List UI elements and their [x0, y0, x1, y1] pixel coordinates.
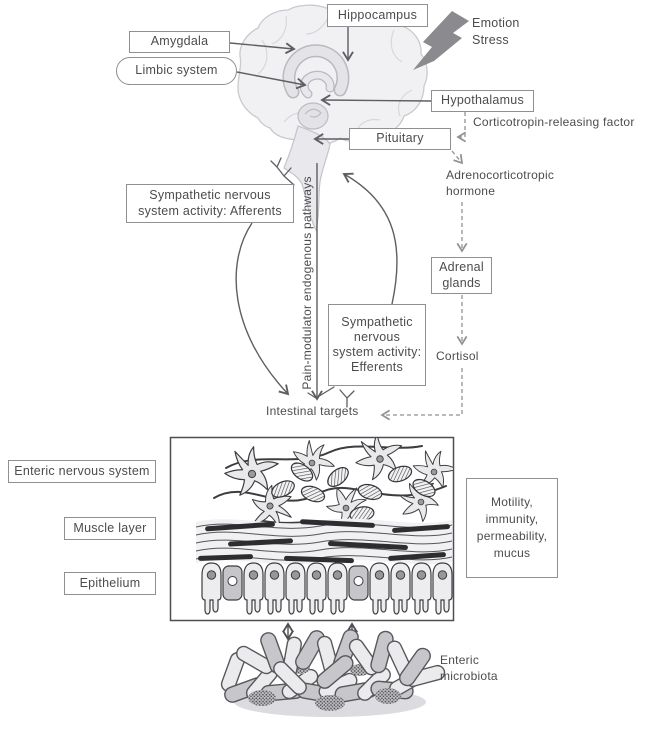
arrow-efferent-loop: [344, 174, 397, 304]
pain-modulator-label: Pain-modulator endogenous pathways: [300, 176, 315, 390]
epithelium-label: Epithelium: [79, 575, 141, 590]
muscle-layer-label: Muscle layer: [73, 520, 147, 535]
emotion-stress-label: Emotion Stress: [472, 16, 520, 47]
microbiota-illustration: [220, 628, 447, 717]
arrow-afferent-loop: [236, 223, 288, 394]
amygdala-box: [129, 31, 230, 53]
muscle-layer-box: [64, 517, 156, 540]
hypothalamus-label: Hypothalamus: [441, 93, 524, 108]
sympathetic-afferents-box: [126, 184, 294, 223]
acth-label: Adrenocorticotropic hormone: [446, 168, 555, 198]
pituitary-label: Pituitary: [376, 131, 424, 146]
crf-label: Corticotropin-releasing factor: [473, 115, 635, 129]
sympathetic-efferents-label: Sympathetic nervous system activity: Efferents: [332, 314, 422, 375]
limbic-system-box: [116, 57, 237, 85]
gut-functions-label: Motility, immunity, permeability, mucus: [476, 495, 548, 560]
arrow-pituitary-to-acth: [452, 151, 462, 163]
intestinal-targets-label: Intestinal targets: [266, 404, 359, 418]
hippocampus-label: Hippocampus: [337, 7, 418, 22]
cortisol-label: Cortisol: [436, 349, 479, 363]
gut-wall-figure: [171, 429, 460, 620]
hippocampus-box: [327, 4, 428, 27]
gut-functions-box: [466, 478, 558, 578]
sympathetic-afferents-label: Sympathetic nervous system activity: Afferents: [138, 188, 282, 218]
adrenal-glands-box: [431, 257, 492, 294]
epithelium-box: [64, 572, 156, 595]
sympathetic-efferents-box: [328, 304, 426, 386]
pituitary-box: [349, 128, 451, 150]
enteric-microbiota-label: Enteric microbiota: [440, 653, 498, 683]
enteric-nervous-system-label: Enteric nervous system: [14, 463, 150, 478]
hypothalamus-box: [431, 90, 534, 112]
muscle-layer-illustration: [196, 519, 452, 565]
arrow-hypothalamus-to-brain: [322, 100, 431, 101]
amygdala-label: Amygdala: [150, 34, 209, 49]
arrow-crf-to-pituitary: [458, 112, 465, 137]
enteric-nervous-system-box: [8, 460, 156, 483]
adrenal-glands-label: Adrenal glands: [439, 260, 484, 290]
limbic-system-label: Limbic system: [135, 63, 218, 78]
